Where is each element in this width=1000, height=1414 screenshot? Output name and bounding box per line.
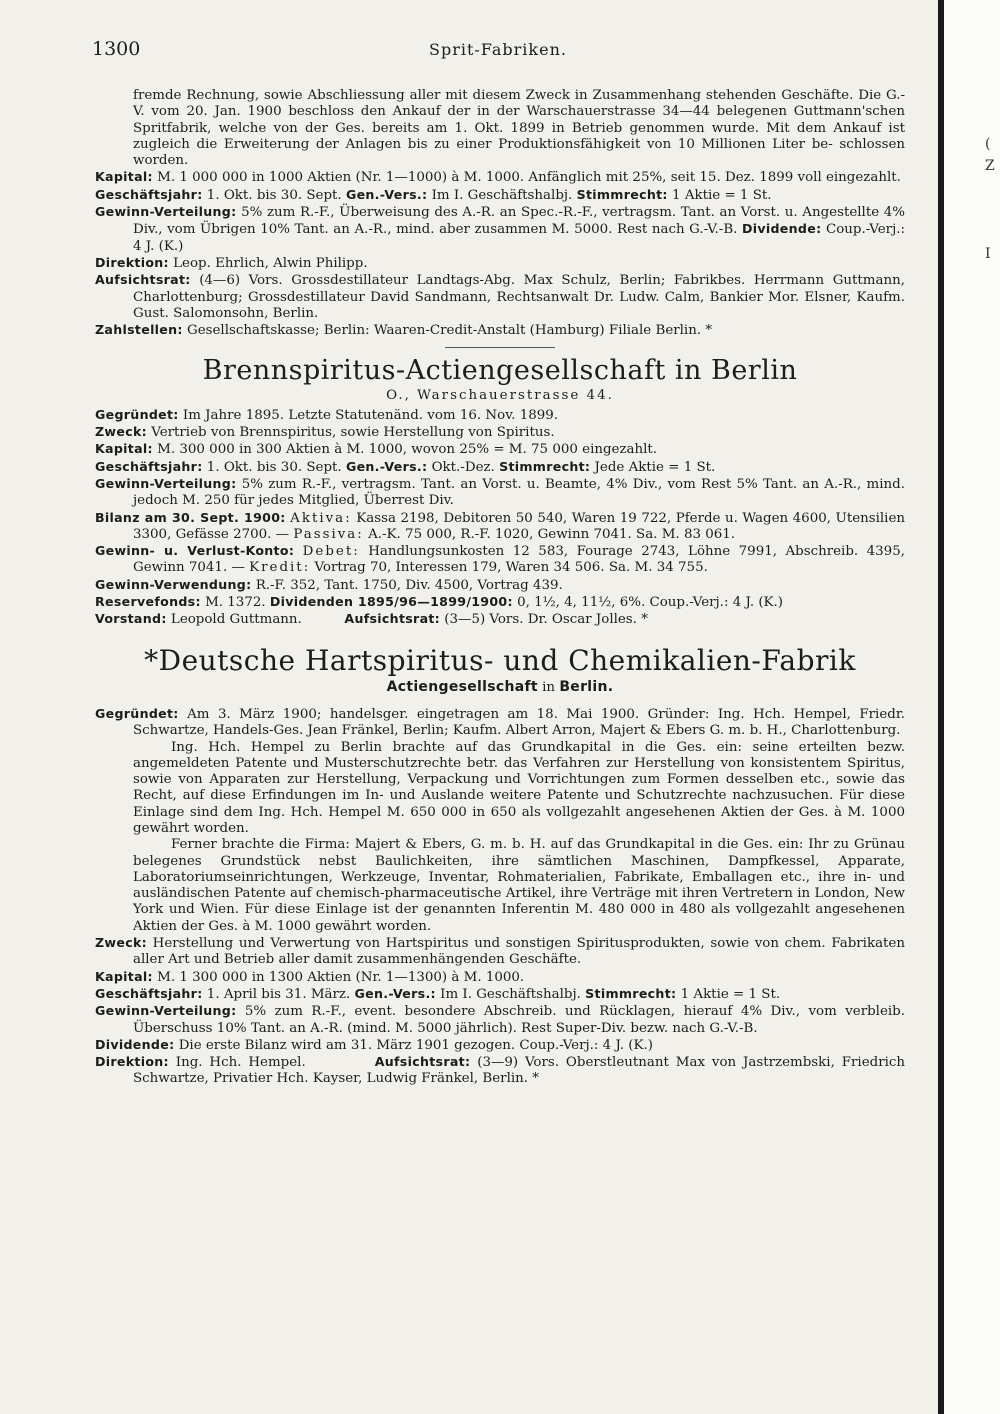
kapital-entry: Kapital: M. 300 000 in 300 Aktien à M. 1000, wovon 25% = M. 75 000 eingezahlt. [95, 441, 658, 458]
geschaeftsjahr-entry: Geschäftsjahr: 1. April bis 31. März. Gen.-Vers.: Im I. Geschäftshalbj. Stimmrecht: 1 Aktie = 1 St. [95, 985, 781, 1002]
kapital-entry: Kapital: M. 1 300 000 in 1300 Aktien (Nr. 1—1300) à M. 1000. [95, 968, 525, 985]
gewinn-verwendung-entry: Gewinn-Verwendung: R.-F. 352, Tant. 1750, Div. 4500, Vortrag 439. [95, 576, 563, 593]
aufsichtsrat-entry: Aufsichtsrat: (4—6) Vors. Grossdestillateur Landtags-Abg. Max Schulz, Berlin; Fabrikbes. Herrmann Guttmann, Charlottenburg; Grossdestillateur David Sandmann, Rechtsanwalt Dr. Ludw. Calm, Bankier Mor. Elsner, Kaufm. Gust. Salomonsohn, Berlin. [95, 272, 905, 321]
direktion-entry: Direktion: Leop. Ehrlich, Alwin Philipp. [95, 254, 368, 271]
reservefonds-entry: Reservefonds: M. 1372. Dividenden 1895/96—1899/1900: 0, 1½, 4, 11½, 6%. Coup.-Verj.: 4 J. (K.) [95, 594, 784, 611]
page-edge [938, 0, 944, 1414]
running-title: Sprit-Fabriken. [429, 40, 567, 59]
section-continuation [95, 88, 905, 339]
vorstand-entry: Vorstand: Leopold Guttmann. Aufsichtsrat: (3—5) Vors. Dr. Oscar Jolles. * [95, 611, 648, 628]
zahlstellen-entry: Zahlstellen: Gesellschaftskasse; Berlin: Waaren-Credit-Anstalt (Hamburg) Filiale Berlin. * [95, 322, 713, 339]
guv-entry: Gewinn- u. Verlust-Konto: Debet: Handlungsunkosten 12 583, Fourage 2743, Löhne 7991, Abschreib. 4395, Gewinn 7041. — Kredit: Vortrag 70, Interessen 179, Waren 34 506. Sa. M. 34 755. [95, 543, 905, 576]
body-paragraph: Ing. Hch. Hempel zu Berlin brachte auf das Grundkapital in die Ges. ein: seine erteilten bezw. angemeldeten Patente und Musterschutzrechte betr. das Verfahren zur Herstellung von konsistentem Spiritus, sowie von Apparaten zur Herstellung, Verpackung und Vorrichtungen zum Formen desselben etc., sowie das Recht, auf diese Erfindungen im In- und Auslande weitere Patente und Schutzrechte nachzusuchen. Für diese Einlage sind dem Ing. Hch. Hempel M. 650 000 in 650 als vollgezahlt angesehenen Aktien der Ges. à M. 1000 gewährt worden. [133, 739, 905, 836]
company-subtitle: Actiengesellschaft in Berlin. [386, 678, 614, 695]
margin-glyph: ( [985, 136, 991, 152]
company-title: *Deutsche Hartspiritus- und Chemikalien-Fabrik [144, 643, 856, 677]
margin-glyph: Z [985, 158, 995, 174]
body-paragraph: Ferner brachte die Firma: Majert & Ebers, G. m. b. H. auf das Grundkapital in die Ges. ein: Ihr zu Grünau belegenes Grundstück nebst Baulichkeiten, ihre sämtlichen Maschinen, Dampfkessel, Apparate, Laboratoriumseinrichtungen, Werkzeuge, Inventar, Rohmaterialien, Fabrikate, Emballagen etc., ihre in- und ausländischen Patente auf chemisch-pharmaceutische Artikel, ihre Verträge mit ihren Vertretern in London, New York und Wien. Für diese Einlage ist der genannten Inferentin M. 480 000 in 480 als vollgezahlt angesehenen Aktien der Ges. à M. 1000 gewährt worden. [133, 837, 905, 934]
intro-text: fremde Rechnung, sowie Abschliessung aller mit diesem Zweck in Zusammenhang stehenden Geschäfte. Die G.-V. vom 20. Jan. 1900 beschloss den Ankauf der in der Warschauerstrasse 34—44 belegenen Guttmann'schen Spritfabrik, welche von der Ges. bereits am 1. Okt. 1899 in Betrieb genommen wurde. Mit dem Ankauf ist zugleich die Erweiterung der Anlagen bis zu einer Produktionsfähigkeit von 10 Millionen Liter be- schlossen worden. [133, 88, 906, 169]
section-hartspiritus [95, 643, 905, 1088]
gewinn-verteilung-entry: Gewinn-Verteilung: 5% zum R.-F., vertragsm. Tant. an Vorst. u. Beamte, 4% Div., vom Rest 5% Tant. an A.-R., mind. jedoch M. 250 für jedes Mitglied, Überrest Div. [95, 475, 905, 509]
gegruendet-entry: Gegründet: Im Jahre 1895. Letzte Statutenänd. vom 16. Nov. 1899. [95, 406, 559, 423]
geschaeftsjahr-entry: Geschäftsjahr: 1. Okt. bis 30. Sept. Gen.-Vers.: Okt.-Dez. Stimmrecht: Jede Aktie = 1 St. [95, 458, 716, 475]
zweck-entry: Zweck: Vertrieb von Brennspiritus, sowie Herstellung von Spiritus. [95, 424, 555, 441]
dividende-entry: Dividende: Die erste Bilanz wird am 31. März 1901 gezogen. Coup.-Verj.: 4 J. (K.) [95, 1036, 654, 1053]
margin-glyph: I [985, 246, 991, 262]
page-header [92, 38, 904, 62]
company-title: Brennspiritus-Actiengesellschaft in Berlin [202, 355, 798, 387]
gegruendet-entry: Gegründet: Am 3. März 1900; handelsger. eingetragen am 18. Mai 1900. Gründer: Ing. Hch. Hempel, Friedr. Schwartze, Handels-Ges. Jean Fränkel, Berlin; Kaufm. Albert Arron, Majert & Ebers G. m. b. H., Charlottenburg. [95, 705, 905, 739]
zweck-entry: Zweck: Herstellung und Verwertung von Hartspiritus und sonstigen Spiritusprodukten, sowie von chem. Fabrikaten aller Art und Betrieb aller damit zusammenhängenden Geschäfte. [95, 935, 905, 968]
facing-page-margin [944, 0, 1000, 1414]
page-content [95, 88, 905, 1088]
kapital-entry: Kapital: M. 1 000 000 in 1000 Aktien (Nr. 1—1000) à M. 1000. Anfänglich mit 25%, seit 15. Dez. 1899 voll eingezahlt. [95, 169, 901, 186]
direktion-entry: Direktion: Ing. Hch. Hempel. Aufsichtsrat: (3—9) Vors. Oberstleutnant Max von Jastrzembski, Friedrich Schwartze, Privatier Hch. Kayser, Ludwig Fränkel, Berlin. * [95, 1054, 906, 1087]
section-divider [445, 347, 555, 348]
bilanz-entry: Bilanz am 30. Sept. 1900: Aktiva: Kassa 2198, Debitoren 50 540, Waren 19 722, Pferde u. Wagen 4600, Utensilien 3300, Gefässe 2700. — Passiva: A.-K. 75 000, R.-F. 1020, Gewinn 7041. Sa. M. 83 061. [95, 509, 906, 542]
gewinn-verteilung-entry: Gewinn-Verteilung: 5% zum R.-F., event. besondere Abschreib. und Rücklagen, hierauf 4% Div., vom verbleib. Überschuss 10% Tant. an A.-R. (mind. M. 5000 jährlich). Rest Super-Div. bezw. nach G.-V.-B. [95, 1003, 905, 1036]
section-brennspiritus [95, 354, 905, 628]
geschaeftsjahr-entry: Geschäftsjahr: 1. Okt. bis 30. Sept. Gen.-Vers.: Im I. Geschäftshalbj. Stimmrecht: 1 Aktie = 1 St. [95, 186, 772, 203]
gewinn-verteilung-entry: Gewinn-Verteilung: 5% zum R.-F., Überweisung des A.-R. an Spec.-R.-F., vertragsm. Tant. an Vorst. u. Angestellte 4% Div., vom Übrigen 10% Tant. an A.-R., mind. aber zusammen M. 5000. Rest nach G.-V.-B. Dividende: Coup.-Verj.: 4 J. (K.) [95, 204, 905, 254]
page-number: 1300 [92, 38, 141, 60]
company-address: O., Warschauerstrasse 44. [386, 388, 614, 404]
